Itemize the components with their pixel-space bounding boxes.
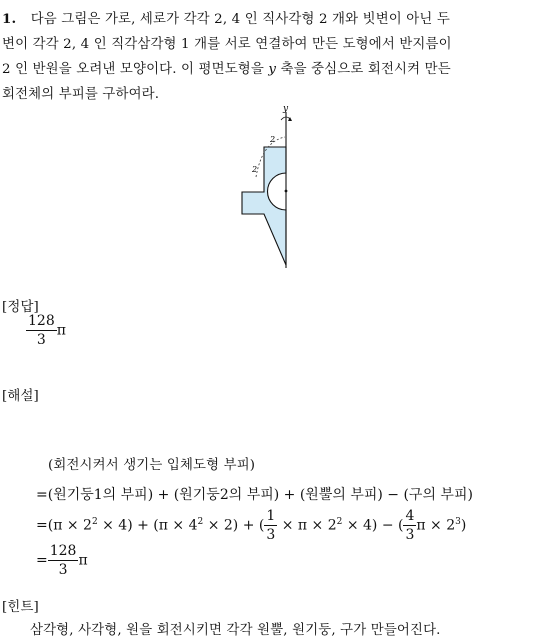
eq-result-fraction — [48, 544, 79, 577]
eq-frac-1-num: 1 — [266, 508, 276, 524]
question-text-1: 다음 그림은 가로, 세로가 각각 2, 4 인 직사각형 2 개와 빗변이 아닌 두 — [30, 12, 450, 27]
eq-part-c: × 2) + ( — [203, 517, 265, 534]
eq-frac-2 — [403, 509, 416, 542]
eq-part-d: × π × 2 — [277, 517, 337, 534]
eq-result-equals: = — [36, 552, 48, 569]
answer-heading: [정답] — [2, 300, 39, 315]
hint-text: 삼각형, 사각형, 원을 회전시키면 각각 원뿔, 원기둥, 구가 만들어진다. — [30, 623, 441, 638]
shaded-region — [242, 147, 286, 265]
answer-denominator: 3 — [36, 332, 46, 348]
answer-pi: π — [56, 322, 66, 339]
rotation-figure — [230, 100, 310, 275]
explanation-line-3 — [36, 544, 88, 577]
question-axis-var: y — [268, 62, 277, 77]
question-text-3a: 2 인 반원을 오려낸 모양이다. 이 평면도형을 — [2, 62, 264, 77]
question-line-4: 회전체의 부피를 구하여라. — [2, 87, 160, 102]
eq-frac-1 — [264, 509, 277, 542]
eq-part-a: =(π × 2 — [36, 517, 92, 534]
label-left: 2 — [252, 165, 258, 174]
answer-value — [26, 314, 66, 347]
question-line-1 — [2, 8, 450, 27]
eq-exp-a: 2 — [91, 516, 98, 527]
eq-frac-1-den: 3 — [266, 527, 276, 543]
question-line-2: 변이 각각 2, 4 인 직각삼각형 1 개를 서로 연결하여 만든 도형에서 반지름이 — [2, 37, 452, 52]
answer-numerator: 128 — [28, 313, 55, 329]
hint-heading: [힌트] — [2, 600, 39, 615]
center-dot — [285, 190, 288, 193]
eq-result-num: 128 — [49, 543, 77, 559]
eq-result-den: 3 — [58, 562, 68, 578]
explanation-line-1: =(원기둥1의 부피) + (원기둥2의 부피) + (원뿔의 부피) − (구의 부피) — [36, 487, 473, 503]
label-top: 2 — [270, 135, 276, 144]
eq-frac-2-num: 4 — [405, 508, 415, 524]
explanation-line-2 — [36, 509, 466, 542]
eq-part-f: π × 2 — [416, 517, 456, 534]
eq-result-pi: π — [78, 552, 88, 569]
eq-part-e: × 4) − ( — [342, 517, 404, 534]
eq-exp-d: 2 — [336, 516, 343, 527]
explanation-heading: [해설] — [2, 389, 39, 404]
explanation-intro: (회전시켜서 생기는 입체도형 부피) — [48, 458, 256, 473]
eq-part-g: ) — [460, 517, 467, 534]
answer-fraction — [26, 314, 57, 347]
question-number: 1. — [2, 11, 17, 27]
question-line-3 — [2, 58, 451, 77]
eq-frac-2-den: 3 — [405, 527, 415, 543]
eq-exp-b: 2 — [197, 516, 204, 527]
question-text-3b: 축을 중심으로 회전시켜 만든 — [280, 62, 451, 77]
y-axis-label: y — [283, 104, 289, 114]
eq-part-b: × 4) + (π × 4 — [97, 517, 198, 534]
eq-exp-f: 3 — [455, 516, 461, 527]
